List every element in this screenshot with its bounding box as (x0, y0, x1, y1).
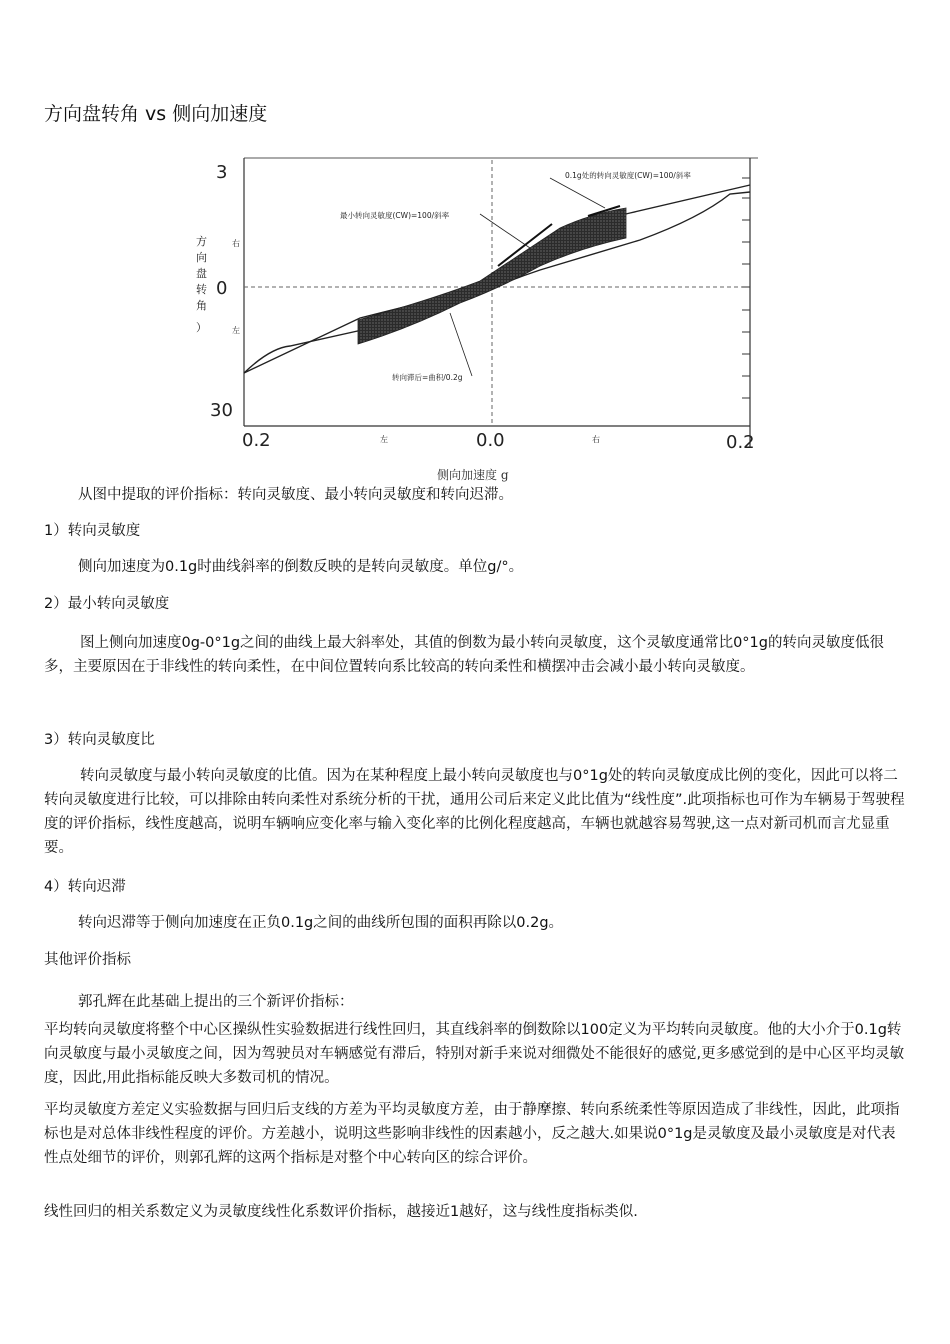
right-axis-ticks (742, 178, 750, 398)
paragraph-correlation: 线性回归的相关系数定义为灵敏度线性化系数评价指标，越接近1越好，这与线性度指标类似. (44, 1204, 638, 1220)
heading-hysteresis: 4）转向迟滞 (44, 879, 126, 895)
paragraph-sensitivity-ratio: 转向灵敏度与最小转向灵敏度的比值。因为在某种程度上最小转向灵敏度也与0°1g处的转向灵敏度成比例的变化，因此可以将二转向灵敏度进行比较，可以排除由转向柔性对系统分析的干扰，通用公司后来定义此比值为“线性度”.此项指标也可作为车辆易于驾驶程度的评价指标，线性度越高，说明车辆响应变化率与输入变化率的比例化程度越高，车辆也就越容易驾驶,这一点对新司机而言尤显重要。 (44, 768, 905, 856)
heading-sensitivity-ratio: 3）转向灵敏度比 (44, 732, 155, 748)
y-side-upper: 右 (232, 239, 240, 248)
y-title-char: 方 (196, 235, 207, 248)
intro-paragraph: 从图中提取的评价指标：转向灵敏度、最小转向灵敏度和转向迟滞。 (78, 487, 513, 503)
y-title-char: 转 (196, 283, 207, 296)
y-title-char: 盘 (196, 267, 207, 280)
leader-line-a1 (550, 178, 605, 208)
y-tick-bottom: 30 (210, 400, 233, 421)
page-title: 方向盘转角 vs 侧向加速度 (44, 103, 268, 125)
heading-min-sensitivity: 2）最小转向灵敏度 (44, 596, 170, 612)
y-axis-title (196, 234, 207, 334)
y-tick-top: 3 (216, 162, 228, 183)
y-title-char: ） (196, 321, 207, 334)
y-side-lower: 左 (232, 326, 240, 335)
leader-line-a2 (480, 214, 530, 248)
x-side-left: 左 (380, 435, 388, 444)
annotation-min-sensitivity: 最小转向灵敏度(CW)=100/斜率 (340, 211, 450, 220)
figure-caption: 侧向加速度 g (437, 468, 509, 482)
heading-sensitivity: 1）转向灵敏度 (44, 523, 141, 539)
annotation-hysteresis: 转向滞后=曲积/0.2g (392, 373, 463, 382)
steering-hysteresis-chart (180, 148, 770, 484)
paragraph-sensitivity-variance: 平均灵敏度方差定义实验数据与回归后支线的方差为平均灵敏度方差，由于静摩擦、转向系统柔性等原因造成了非线性，因此，此项指标也是对总体非线性程度的评价。方差越小，说明这些影响非线性的因素越小，反之越大.如果说0°1g是灵敏度及最小灵敏度是对代表性点处细节的评价，则郭孔辉的这两个指标是对整个中心转向区的综合评价。 (44, 1102, 900, 1166)
y-title-char: 向 (196, 251, 207, 264)
paragraph-average-sensitivity: 平均转向灵敏度将整个中心区操纵性实验数据进行线性回归，其直线斜率的倒数除以100定义为平均转向灵敏度。他的大小介于0.1g转向灵敏度与最小灵敏度之间，因为驾驶员对车辆感觉有滞后，特别对新手来说对细微处不能很好的感觉,更多感觉到的是中心区平均灵敏度，因此,用此指标能反映大多数司机的情况。 (44, 1022, 905, 1086)
y-title-char: 角 (196, 299, 207, 312)
x-tick-right: 0.2 (726, 432, 755, 453)
x-tick-zero: 0.0 (476, 430, 505, 451)
leader-line-a3 (450, 313, 472, 376)
x-side-right: 右 (592, 435, 600, 444)
paragraph-hysteresis: 转向迟滞等于侧向加速度在正负0.1g之间的曲线所包围的面积再除以0.2g。 (78, 915, 564, 931)
paragraph-sensitivity: 侧向加速度为0.1g时曲线斜率的倒数反映的是转向灵敏度。单位g/°。 (78, 559, 524, 575)
x-tick-left: 0.2 (242, 430, 271, 451)
annotation-sensitivity: 0.1g处的转向灵敏度(CW)=100/斜率 (565, 171, 691, 180)
paragraph-min-sensitivity: 图上侧向加速度0g-0°1g之间的曲线上最大斜率处，其值的倒数为最小转向灵敏度，这个灵敏度通常比0°1g的转向灵敏度低很多，主要原因在于非线性的转向柔性，在中间位置转向系比较高的转向柔性和横摆冲击会减小最小转向灵敏度。 (44, 635, 884, 675)
paragraph-new-indicators: 郭孔辉在此基础上提出的三个新评价指标： (78, 994, 354, 1010)
heading-other-indicators: 其他评价指标 (44, 952, 131, 968)
y-tick-zero: 0 (216, 278, 228, 299)
